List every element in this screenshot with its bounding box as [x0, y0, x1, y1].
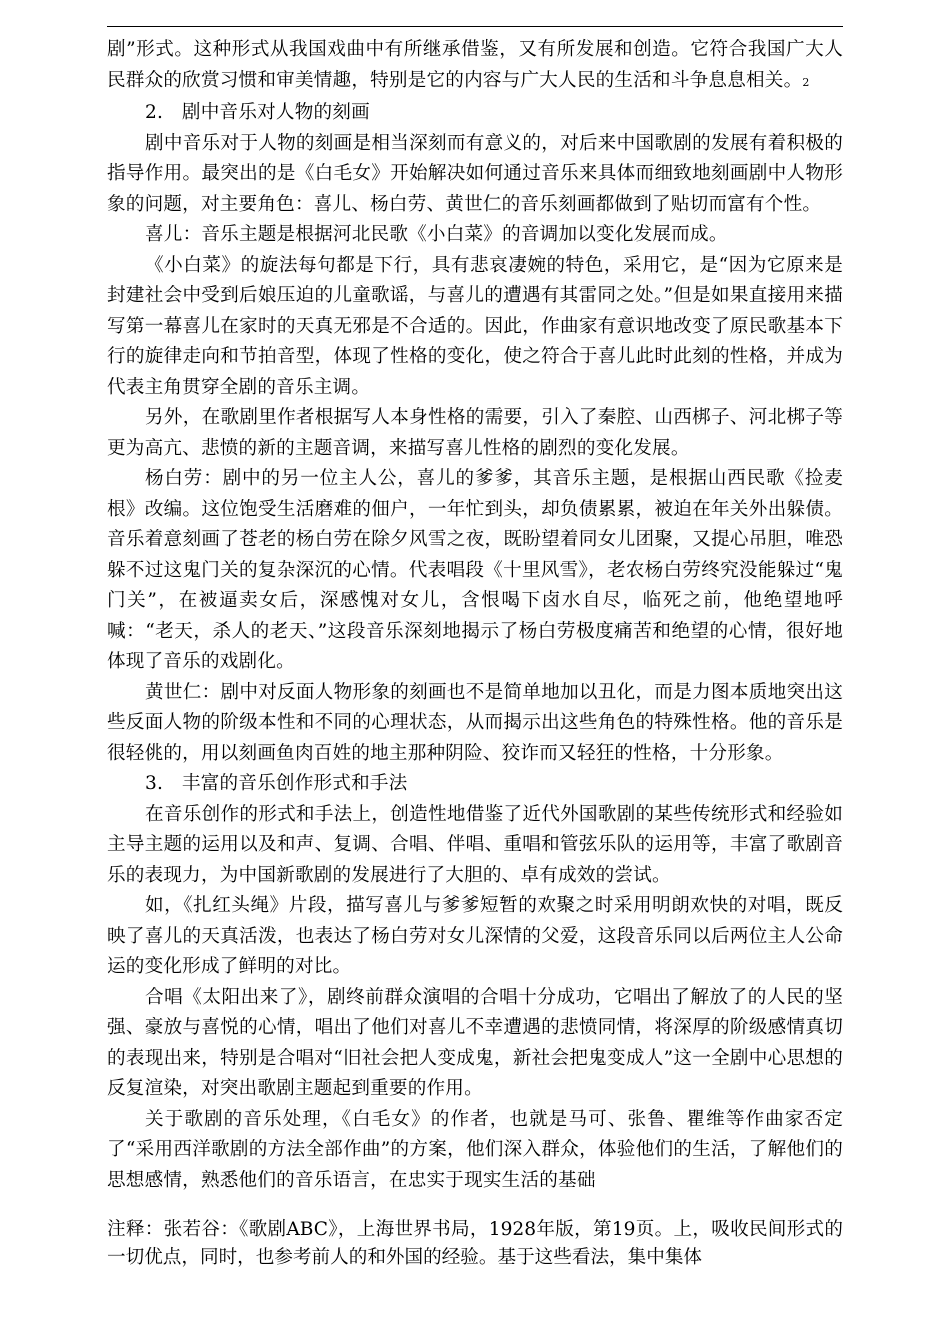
paragraph-forms-techniques: 在音乐创作的形式和手法上，创造性地借鉴了近代外国歌剧的某些传统形式和经验如主导主题的运用以及和声、复调、合唱、伴唱、重唱和管弦乐队的运用等，丰富了歌剧音乐的表现力，为中国新歌剧的发展进行了大胆的、卓有成效的尝试。 [107, 803, 843, 886]
paragraph-xier: 喜儿：音乐主题是根据河北民歌《小白菜》的音调加以变化发展而成。 [145, 224, 728, 245]
footnote-text: 注释：张若谷：《歌剧ABC》，上海世界书局，1928年版，第19页。上，吸收民间形式的一切优点，同时，也参考前人的和外国的经验。基于这些看法，集中集体 [107, 1219, 843, 1268]
footnote-mark: 2 [802, 75, 810, 89]
section-heading-3: 3. 丰富的音乐创作形式和手法 [145, 773, 408, 794]
paragraph-chorus: 合唱《太阳出来了》，剧终前群众演唱的合唱十分成功，它唱出了解放了的人民的坚强、豪放与喜悦的心情，唱出了他们对喜儿不幸遭遇的悲愤同情，将深厚的阶级感情真切的表现出来，特别是合唱对“旧社会把人变成鬼，新社会把鬼变成人”这一全剧中心思想的反复渲染，对突出歌剧主题起到重要的作用。 [107, 986, 843, 1099]
paragraph-music-treatment: 关于歌剧的音乐处理，《白毛女》的作者，也就是马可、张鲁、瞿维等作曲家否定了“采用西洋歌剧的方法全部作曲”的方案，他们深入群众，体验他们的生活，了解他们的思想感情，熟悉他们的音乐语言，在忠实于现实生活的基础 [107, 1108, 843, 1191]
paragraph-additional-themes: 另外，在歌剧里作者根据写人本身性格的需要，引入了秦腔、山西梆子、河北梆子等更为高亢、悲愤的新的主题音调，来描写喜儿性格的剧烈的变化发展。 [107, 407, 843, 459]
paragraph-zhahongtousheng: 如，《扎红头绳》片段，描写喜儿与爹爹短暂的欢聚之时采用明朗欢快的对唱，既反映了喜儿的天真活泼，也表达了杨白劳对女儿深情的父爱，这段音乐同以后两位主人公命运的变化形成了鲜明的对比。 [107, 895, 843, 977]
paragraph-xiaobaicai: 《小白菜》的旋法每句都是下行，具有悲哀凄婉的特色，采用它，是“因为它原来是封建社会中受到后娘压迫的儿童歌谣，与喜儿的遭遇有其雷同之处。”但是如果直接用来描写第一幕喜儿在家时的天真无邪是不合适的。因此，作曲家有意识地改变了原民歌基本下行的旋律走向和节拍音型，体现了性格的变化，使之符合于喜儿此时此刻的性格，并成为代表主角贯穿全剧的音乐主调。 [107, 254, 843, 398]
paragraph-intro-text: 剧”形式。这种形式从我国戏曲中有所继承借鉴，又有所发展和创造。它符合我国广大人民群众的欣赏习惯和审美情趣，特别是它的内容与广大人民的生活和斗争息息相关。 [107, 39, 843, 91]
header-rule [107, 26, 843, 27]
paragraph-character-portrayal: 剧中音乐对于人物的刻画是相当深刻而有意义的，对后来中国歌剧的发展有着积极的指导作用。最突出的是《白毛女》开始解决如何通过音乐来具体而细致地刻画剧中人物形象的问题，对主要角色：喜儿、杨白劳、黄世仁的音乐刻画都做到了贴切而富有个性。 [107, 132, 843, 215]
section-heading-2: 2. 剧中音乐对人物的刻画 [145, 102, 370, 123]
paragraph-huangshiren: 黄世仁：剧中对反面人物形象的刻画也不是简单地加以丑化，而是力图本质地突出这些反面人物的阶级本性和不同的心理状态，从而揭示出这些角色的特殊性格。他的音乐是很轻佻的，用以刻画鱼肉百姓的地主那种阴险、狡诈而又轻狂的性格，十分形象。 [107, 681, 843, 764]
page-body [107, 26, 843, 1196]
paragraph-yangbailao: 杨白劳：剧中的另一位主人公，喜儿的爹爹，其音乐主题，是根据山西民歌《捡麦根》改编。这位饱受生活磨难的佃户，一年忙到头，却负债累累，被迫在年关外出躲债。音乐着意刻画了苍老的杨白劳在除夕风雪之夜，既盼望着同女儿团聚，又提心吊胆，唯恐躲不过这鬼门关的复杂深沉的心情。代表唱段《十里风雪》，老农杨白劳终究没能躲过“鬼门关”，在被逼卖女后，深感愧对女儿，含恨喝下卤水自尽，临死之前，他绝望地呼喊：“老天，杀人的老天、”这段音乐深刻地揭示了杨白劳极度痛苦和绝望的心情，很好地体现了音乐的戏剧化。 [107, 468, 843, 672]
paragraph-intro [107, 35, 843, 98]
